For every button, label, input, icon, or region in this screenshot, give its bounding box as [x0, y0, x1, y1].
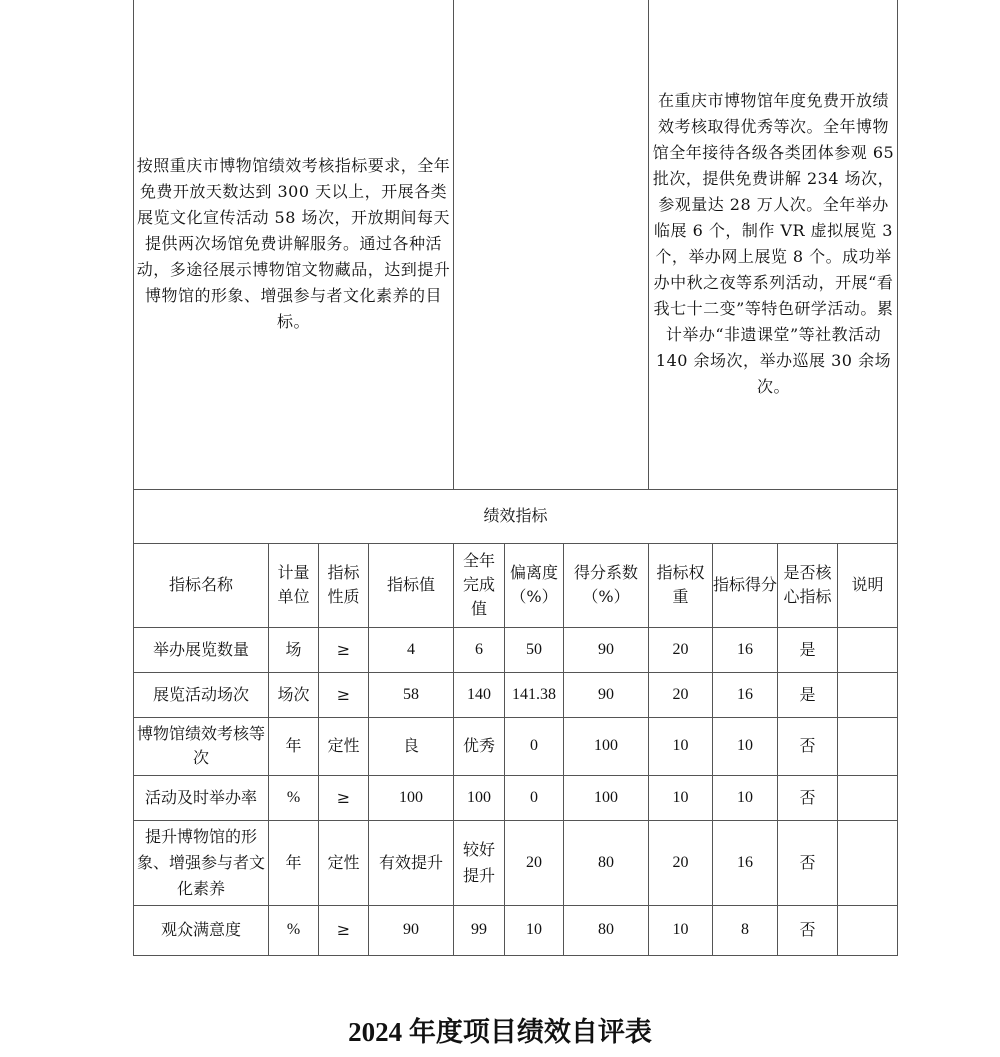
indicator-score: 16 — [713, 672, 778, 717]
table-row — [134, 627, 898, 672]
indicator-actual: 优秀 — [454, 717, 505, 775]
indicator-core: 否 — [778, 775, 838, 820]
indicator-name: 举办展览数量 — [134, 627, 269, 672]
indicator-score: 16 — [713, 627, 778, 672]
indicator-score: 10 — [713, 717, 778, 775]
indicator-deviation: 20 — [505, 820, 564, 905]
header-name: 指标名称 — [134, 543, 269, 627]
indicator-target: 4 — [369, 627, 454, 672]
indicator-target: 90 — [369, 905, 454, 955]
indicator-unit: 年 — [269, 820, 319, 905]
indicator-name: 活动及时举办率 — [134, 775, 269, 820]
indicator-target: 100 — [369, 775, 454, 820]
indicator-unit: % — [269, 775, 319, 820]
indicator-nature: ≥ — [319, 672, 369, 717]
header-unit: 计量单位 — [269, 543, 319, 627]
indicator-deviation: 0 — [505, 717, 564, 775]
header-actual: 全年完成值 — [454, 543, 505, 627]
table-row — [134, 717, 898, 775]
section-title: 绩效指标 — [134, 489, 898, 543]
actual-completion-cell: 在重庆市博物馆年度免费开放绩效考核取得优秀等次。全年博物馆全年接待各级各类团体参观 65 批次，提供免费讲解 234 场次，参观量达 28 万人次。全年举办临展 6 个，制作 VR 虚拟展览 3 个，举办网上展览 8 个。成功举办中秋之夜等系列活动，开展“看我七十二变”等特色研学活动。累计举办“非遗课堂”等社教活动 140 余场次，举办巡展 30 余场次。 — [649, 0, 898, 489]
indicator-weight: 10 — [649, 775, 713, 820]
section-title-row — [134, 489, 898, 543]
indicator-actual: 6 — [454, 627, 505, 672]
indicator-unit: 场 — [269, 627, 319, 672]
indicator-weight: 10 — [649, 905, 713, 955]
indicator-score: 10 — [713, 775, 778, 820]
indicator-unit: 场次 — [269, 672, 319, 717]
indicator-deviation: 141.38 — [505, 672, 564, 717]
indicator-coefficient: 90 — [564, 672, 649, 717]
indicator-deviation: 50 — [505, 627, 564, 672]
indicator-coefficient: 80 — [564, 905, 649, 955]
indicator-coefficient: 80 — [564, 820, 649, 905]
indicator-weight: 20 — [649, 672, 713, 717]
header-row — [134, 543, 898, 627]
indicator-weight: 20 — [649, 820, 713, 905]
indicator-target: 有效提升 — [369, 820, 454, 905]
indicator-score: 16 — [713, 820, 778, 905]
header-score: 指标得分 — [713, 543, 778, 627]
indicator-unit: % — [269, 905, 319, 955]
header-note: 说明 — [838, 543, 898, 627]
indicator-note — [838, 820, 898, 905]
indicator-core: 是 — [778, 627, 838, 672]
indicator-nature: 定性 — [319, 717, 369, 775]
header-target: 指标值 — [369, 543, 454, 627]
indicator-note — [838, 905, 898, 955]
indicator-note — [838, 672, 898, 717]
indicator-nature: ≥ — [319, 775, 369, 820]
indicator-name: 提升博物馆的形象、增强参与者文化素养 — [134, 820, 269, 905]
indicator-nature: 定性 — [319, 820, 369, 905]
indicator-name: 展览活动场次 — [134, 672, 269, 717]
indicator-core: 否 — [778, 717, 838, 775]
indicator-name: 观众满意度 — [134, 905, 269, 955]
header-nature: 指标性质 — [319, 543, 369, 627]
table-row — [134, 672, 898, 717]
indicator-weight: 20 — [649, 627, 713, 672]
planned-goal-cell: 按照重庆市博物馆绩效考核指标要求，全年免费开放天数达到 300 天以上，开展各类展览文化宣传活动 58 场次，开放期间每天提供两次场馆免费讲解服务。通过各种活动，多途径展示博物馆文物藏品，达到提升博物馆的形象、增强参与者文化素养的目标。 — [134, 0, 454, 489]
indicator-coefficient: 100 — [564, 717, 649, 775]
indicator-actual: 140 — [454, 672, 505, 717]
table-row — [134, 820, 898, 905]
indicator-actual: 99 — [454, 905, 505, 955]
header-core: 是否核心指标 — [778, 543, 838, 627]
indicator-core: 否 — [778, 905, 838, 955]
indicator-actual: 100 — [454, 775, 505, 820]
indicator-coefficient: 90 — [564, 627, 649, 672]
performance-table — [133, 0, 898, 956]
goal-row — [134, 0, 898, 489]
indicator-deviation: 10 — [505, 905, 564, 955]
indicator-nature: ≥ — [319, 627, 369, 672]
header-deviation: 偏离度（%） — [505, 543, 564, 627]
indicator-coefficient: 100 — [564, 775, 649, 820]
indicator-nature: ≥ — [319, 905, 369, 955]
indicator-note — [838, 717, 898, 775]
indicator-actual: 较好提升 — [454, 820, 505, 905]
table-row — [134, 775, 898, 820]
indicator-target: 良 — [369, 717, 454, 775]
indicator-score: 8 — [713, 905, 778, 955]
middle-cell — [454, 0, 649, 489]
indicator-note — [838, 627, 898, 672]
indicator-deviation: 0 — [505, 775, 564, 820]
indicator-core: 是 — [778, 672, 838, 717]
indicator-weight: 10 — [649, 717, 713, 775]
indicator-name: 博物馆绩效考核等次 — [134, 717, 269, 775]
indicator-target: 58 — [369, 672, 454, 717]
indicator-unit: 年 — [269, 717, 319, 775]
header-weight: 指标权重 — [649, 543, 713, 627]
header-coefficient: 得分系数（%） — [564, 543, 649, 627]
indicator-note — [838, 775, 898, 820]
table-row — [134, 905, 898, 955]
next-page-title: 2024 年度项目绩效自评表 — [348, 1017, 652, 1047]
indicator-core: 否 — [778, 820, 838, 905]
